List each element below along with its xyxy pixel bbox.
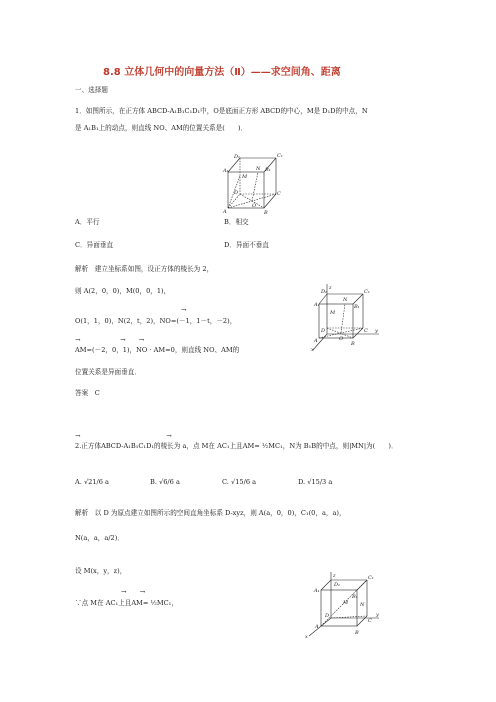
svg-text:O: O — [252, 203, 257, 209]
q1-option-b: B．相交 — [224, 218, 249, 226]
sol1-line2: 则 A(2，0，0)，M(0，0，1)， — [75, 287, 171, 295]
svg-text:A₁: A₁ — [314, 302, 320, 308]
svg-text:z: z — [333, 573, 336, 579]
q2-vector-arrows: → → — [75, 432, 172, 440]
svg-text:B: B — [351, 341, 355, 347]
q1-coordinate-cube-figure — [311, 284, 381, 352]
svg-text:A: A — [315, 624, 319, 630]
svg-text:y: y — [376, 612, 379, 618]
svg-text:N: N — [256, 166, 261, 172]
svg-text:A₁: A₁ — [314, 588, 320, 594]
svg-text:B: B — [355, 630, 359, 636]
q2-option-b: B. √6/6 a — [150, 478, 180, 486]
svg-text:D₁: D₁ — [334, 582, 341, 588]
q2-coordinate-cube-figure — [303, 572, 381, 638]
svg-text:B₁: B₁ — [354, 304, 360, 310]
q1-cube-figure — [222, 152, 288, 214]
sol1-vector-arrow: → — [181, 306, 187, 314]
svg-text:A₁: A₁ — [223, 168, 229, 174]
sol1-line4: AM=(－2，0，1)，NO · AM=0，则直线 NO、AM的 — [75, 346, 240, 354]
svg-text:C: C — [368, 618, 372, 624]
q1-option-c: C．异面垂直 — [75, 241, 114, 249]
svg-text:x: x — [311, 347, 314, 352]
svg-text:B₁: B₁ — [352, 594, 358, 600]
svg-text:O: O — [339, 336, 344, 342]
section-heading: 一、选择题 — [75, 86, 108, 94]
sol1-answer: 答案 C — [75, 389, 100, 397]
sol2-line3: 设 M(x，y，z)， — [75, 567, 127, 575]
page-title: 8.8 立体几何中的向量方法（Ⅱ）——求空间角、距离 — [103, 67, 341, 78]
svg-text:M: M — [242, 174, 248, 180]
svg-text:y: y — [375, 328, 378, 334]
q2-option-a: A. √21/6 a — [75, 478, 109, 486]
svg-text:B₁: B₁ — [265, 167, 271, 173]
svg-text:N: N — [343, 297, 348, 303]
q1-stem-line2: 是 A₁B₁上的动点，则直线 NO、AM的位置关系是( )． — [75, 124, 248, 132]
sol1-line3: O(1，1，0)，N(2，t，2)，NO=(－1，1－t，－2)， — [75, 317, 237, 325]
svg-text:A: A — [223, 209, 227, 214]
q2-option-c: C. √15/6 a — [222, 478, 257, 486]
sol1-vector-arrows: → → → — [75, 336, 145, 344]
q2-stem: 2.正方体ABCD-A₁B₁C₁D₁的棱长为 a，点 M在 AC₁上且AM= ½MC₁，N为 B₁B的中点，则|MN|为( )． — [75, 442, 398, 450]
svg-text:D₁: D₁ — [321, 289, 328, 295]
q1-option-d: D．异面不垂直 — [224, 241, 269, 249]
sol2-line4: ∵点 M在 AC₁上且AM= ½MC₁， — [75, 599, 178, 607]
svg-text:A: A — [314, 338, 318, 344]
q1-option-a: A．平行 — [75, 218, 100, 226]
svg-text:C₁: C₁ — [364, 289, 370, 295]
sol1-line5: 位置关系是异面垂直． — [75, 368, 141, 376]
sol2-vector-arrows: → → — [121, 588, 146, 596]
svg-text:z: z — [329, 285, 332, 291]
svg-text:D: D — [325, 613, 330, 619]
svg-text:x: x — [305, 634, 308, 638]
svg-text:M: M — [330, 310, 336, 316]
svg-text:C₁: C₁ — [277, 153, 283, 159]
svg-text:N: N — [360, 602, 365, 608]
sol2-line2: N(a，a，a/2)． — [75, 534, 124, 542]
q2-option-d: D. √15/3 a — [298, 478, 333, 486]
svg-text:C: C — [277, 191, 281, 197]
svg-text:D₁: D₁ — [234, 154, 241, 160]
svg-text:C: C — [364, 328, 368, 334]
sol2-line1: 解析 以 D 为原点建立如图所示的空间直角坐标系 D-xyz，则 A(a，0，0)，C₁(0，a，a)， — [75, 509, 346, 517]
q1-stem-line1: 1．如图所示，在正方体 ABCD-A₁B₁C₁D₁中，O是底面正方形 ABCD的中心，M是 D₁D的中点，N — [75, 107, 368, 115]
svg-text:M: M — [343, 600, 349, 606]
svg-text:C₁: C₁ — [368, 575, 374, 581]
svg-text:B: B — [264, 210, 268, 214]
sol1-line1: 解析 建立坐标系如图，设正方体的棱长为 2， — [75, 265, 214, 273]
svg-text:D: D — [234, 190, 239, 196]
svg-text:D: D — [321, 328, 326, 334]
